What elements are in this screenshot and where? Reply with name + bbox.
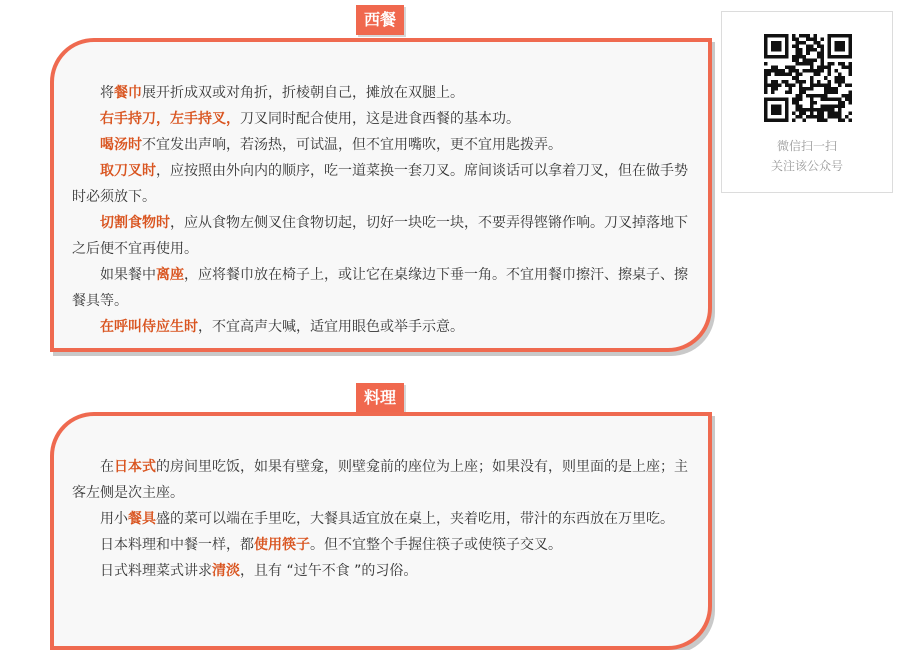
card-japanese-cuisine xyxy=(50,412,712,650)
body-text: 。但不宜整个手握住筷子或使筷子交叉。 xyxy=(310,537,562,553)
highlight-text: 餐具 xyxy=(128,511,156,527)
paragraph xyxy=(72,314,696,340)
qr-caption-line1: 微信扫一扫 xyxy=(776,139,837,153)
paragraph xyxy=(72,210,696,262)
highlight-text: 切割食物时 xyxy=(100,215,170,231)
body-text: 用小 xyxy=(100,511,128,527)
highlight-text: 离座 xyxy=(156,267,184,283)
body-text: ，应将餐巾放在椅子上，或让它在桌缘边下垂一角。不宜用餐巾擦汗、擦桌子、擦餐具等。 xyxy=(72,267,688,309)
section-tag-japanese: 料理 xyxy=(356,383,404,413)
highlight-text: 右手持刀，左手持叉， xyxy=(100,111,240,127)
highlight-text: 喝汤时 xyxy=(100,137,142,153)
paragraph xyxy=(72,80,696,106)
body-text: ，且有 “过午不食 ”的习俗。 xyxy=(240,563,418,579)
card-body xyxy=(54,42,708,340)
body-text: 展开折成双或对角折，折棱朝自己，摊放在双腿上。 xyxy=(142,85,464,101)
body-text: ，应按照由外向内的顺序，吃一道菜换一套刀叉。席间谈话可以拿着刀叉，但在做手势时必须放下。 xyxy=(72,163,688,205)
card-western-dining xyxy=(50,38,712,352)
paragraph xyxy=(72,558,696,584)
paragraph xyxy=(72,454,696,506)
section-tag-western: 西餐 xyxy=(356,5,404,35)
body-text: 在 xyxy=(100,459,114,475)
highlight-text: 清淡 xyxy=(212,563,240,579)
body-text: 刀叉同时配合使用，这是进食西餐的基本功。 xyxy=(240,111,520,127)
paragraph xyxy=(72,106,696,132)
highlight-text: 在呼叫侍应生时 xyxy=(100,319,198,335)
qr-caption-line2: 关注该公众号 xyxy=(770,159,843,173)
paragraph xyxy=(72,506,696,532)
paragraph xyxy=(72,132,696,158)
body-text: 的房间里吃饭，如果有壁龛，则壁龛前的座位为上座；如果没有，则里面的是上座；主客左侧是次主座。 xyxy=(72,459,688,501)
body-text: 如果餐中 xyxy=(100,267,156,283)
paragraph xyxy=(72,262,696,314)
body-text: ，应从食物左侧叉住食物切起，切好一块吃一块，不要弄得铿锵作响。刀叉掉落地下之后便不宜再使用。 xyxy=(72,215,688,257)
highlight-text: 日本式 xyxy=(114,459,156,475)
body-text: 日式料理菜式讲求 xyxy=(100,563,212,579)
highlight-text: 取刀叉时 xyxy=(100,163,156,179)
card-body xyxy=(54,416,708,584)
body-text: 日本料理和中餐一样，都 xyxy=(100,537,254,553)
qr-panel xyxy=(721,11,893,193)
highlight-text: 使用筷子 xyxy=(254,537,310,553)
paragraph xyxy=(72,158,696,210)
highlight-text: 餐巾 xyxy=(114,85,142,101)
qr-code-icon[interactable] xyxy=(764,34,852,122)
body-text: 不宜发出声响，若汤热，可试温，但不宜用嘴吹，更不宜用匙拨弄。 xyxy=(142,137,562,153)
body-text: ，不宜高声大喊，适宜用眼色或举手示意。 xyxy=(198,319,464,335)
body-text: 盛的菜可以端在手里吃，大餐具适宜放在桌上，夹着吃用，带汁的东西放在万里吃。 xyxy=(156,511,674,527)
paragraph xyxy=(72,532,696,558)
body-text: 将 xyxy=(100,85,114,101)
